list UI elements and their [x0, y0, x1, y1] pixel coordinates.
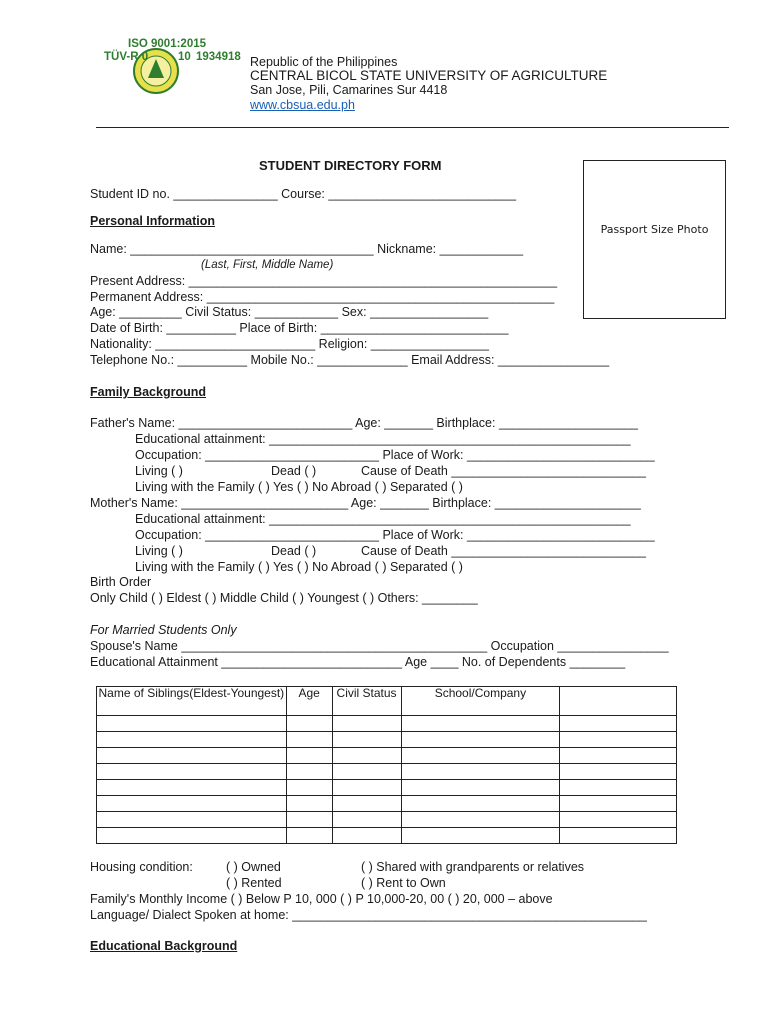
table-cell[interactable] [401, 780, 560, 796]
table-cell[interactable] [332, 716, 401, 732]
passport-photo-box [583, 160, 726, 319]
mother-cause-of-death-line[interactable]: Cause of Death ____________________________ [361, 544, 646, 558]
mother-dead-checkbox[interactable]: Dead ( ) [271, 544, 317, 558]
table-cell[interactable] [97, 812, 287, 828]
header-divider [96, 127, 729, 128]
family-background-heading: Family Background [90, 385, 206, 399]
iso-certification-line1: ISO 9001:2015 [128, 38, 207, 50]
table-cell[interactable] [286, 828, 332, 844]
educational-background-heading: Educational Background [90, 939, 238, 953]
table-row [97, 716, 677, 732]
table-cell[interactable] [332, 748, 401, 764]
student-id-course-line[interactable]: Student ID no. _______________ Course: ___________________________ [90, 187, 517, 201]
married-students-heading: For Married Students Only [90, 623, 237, 637]
table-cell[interactable] [286, 812, 332, 828]
table-cell[interactable] [560, 716, 677, 732]
name-format-hint: (Last, First, Middle Name) [201, 259, 334, 271]
table-cell[interactable] [560, 812, 677, 828]
siblings-name-header: Name of Siblings(Eldest-Youngest) [97, 687, 287, 716]
father-occupation-line[interactable]: Occupation: _________________________ Place of Work: ___________________________ [135, 448, 655, 462]
spouse-education-line[interactable]: Educational Attainment __________________________ Age ____ No. of Dependents ________ [90, 655, 626, 669]
contact-line[interactable]: Telephone No.: __________ Mobile No.: _____________ Email Address: ________________ [90, 353, 610, 367]
permanent-address-line[interactable]: Permanent Address: __________________________________________________ [90, 290, 555, 304]
siblings-extra-header [560, 687, 677, 716]
father-name-line[interactable]: Father's Name: _________________________ Age: _______ Birthplace: ____________________ [90, 416, 638, 430]
mother-name-line[interactable]: Mother's Name: ________________________ Age: _______ Birthplace: _____________________ [90, 496, 641, 510]
table-cell[interactable] [401, 716, 560, 732]
table-row [97, 748, 677, 764]
table-cell[interactable] [286, 748, 332, 764]
birth-order-options[interactable]: Only Child ( ) Eldest ( ) Middle Child ( ) Youngest ( ) Others: ________ [90, 591, 478, 605]
table-cell[interactable] [286, 716, 332, 732]
siblings-table [96, 686, 677, 844]
siblings-age-header: Age [286, 687, 332, 716]
iso-certification-line2: TÜV-R 0 [104, 51, 149, 63]
table-cell[interactable] [401, 732, 560, 748]
table-cell[interactable] [560, 732, 677, 748]
housing-condition-label: Housing condition: [90, 860, 193, 874]
father-living-checkbox[interactable]: Living ( ) [135, 464, 183, 478]
table-cell[interactable] [401, 828, 560, 844]
table-cell[interactable] [332, 828, 401, 844]
language-dialect-line[interactable]: Language/ Dialect Spoken at home: ___________________________________________________ [90, 908, 647, 922]
table-cell[interactable] [286, 732, 332, 748]
table-cell[interactable] [401, 748, 560, 764]
age-civil-sex-line[interactable]: Age: _________ Civil Status: ____________ Sex: _________________ [90, 305, 489, 319]
university-website-link[interactable]: www.cbsua.edu.ph [250, 98, 355, 112]
university-address: San Jose, Pili, Camarines Sur 4418 [250, 83, 448, 97]
table-row [97, 828, 677, 844]
republic-label: Republic of the Philippines [250, 55, 398, 69]
birth-order-label: Birth Order [90, 575, 152, 589]
mother-occupation-line[interactable]: Occupation: _________________________ Place of Work: ___________________________ [135, 528, 655, 542]
table-cell[interactable] [97, 748, 287, 764]
housing-owned-option[interactable]: ( ) Owned [226, 860, 281, 874]
housing-rented-option[interactable]: ( ) Rented [226, 876, 282, 890]
table-cell[interactable] [286, 796, 332, 812]
mother-living-checkbox[interactable]: Living ( ) [135, 544, 183, 558]
table-cell[interactable] [332, 780, 401, 796]
siblings-civil-status-header: Civil Status [332, 687, 401, 716]
birth-line[interactable]: Date of Birth: __________ Place of Birth: ___________________________ [90, 321, 509, 335]
nationality-religion-line[interactable]: Nationality: _______________________ Religion: _________________ [90, 337, 489, 351]
mother-education-line[interactable]: Educational attainment: ____________________________________________________ [135, 512, 631, 526]
table-cell[interactable] [560, 764, 677, 780]
table-row [97, 796, 677, 812]
spouse-name-line[interactable]: Spouse's Name ____________________________________________ Occupation ________________ [90, 639, 669, 653]
table-cell[interactable] [97, 828, 287, 844]
table-cell[interactable] [97, 764, 287, 780]
table-cell[interactable] [97, 732, 287, 748]
table-cell[interactable] [97, 716, 287, 732]
name-line[interactable]: Name: ___________________________________ Nickname: ____________ [90, 242, 524, 256]
monthly-income-line[interactable]: Family's Monthly Income ( ) Below P 10, 000 ( ) P 10,000-20, 00 ( ) 20, 000 – above [90, 892, 553, 906]
father-dead-checkbox[interactable]: Dead ( ) [271, 464, 317, 478]
table-cell[interactable] [560, 780, 677, 796]
table-row [97, 732, 677, 748]
table-row [97, 812, 677, 828]
siblings-school-header: School/Company [401, 687, 560, 716]
housing-rent-to-own-option[interactable]: ( ) Rent to Own [361, 876, 446, 890]
table-cell[interactable] [97, 780, 287, 796]
table-cell[interactable] [97, 796, 287, 812]
table-cell[interactable] [401, 796, 560, 812]
personal-info-heading: Personal Information [90, 214, 216, 228]
mother-living-with-line[interactable]: Living with the Family ( ) Yes ( ) No Abroad ( ) Separated ( ) [135, 560, 463, 574]
father-education-line[interactable]: Educational attainment: ____________________________________________________ [135, 432, 631, 446]
table-row [97, 764, 677, 780]
table-row [97, 780, 677, 796]
table-cell[interactable] [401, 812, 560, 828]
university-name: CENTRAL BICOL STATE UNIVERSITY OF AGRICULTURE [250, 68, 608, 83]
table-cell[interactable] [332, 764, 401, 780]
present-address-line[interactable]: Present Address: _____________________________________________________ [90, 274, 558, 288]
table-cell[interactable] [286, 764, 332, 780]
photo-box-label: Passport Size Photo [600, 223, 709, 236]
table-cell[interactable] [332, 812, 401, 828]
form-title: STUDENT DIRECTORY FORM [259, 158, 442, 173]
housing-shared-option[interactable]: ( ) Shared with grandparents or relatives [361, 860, 585, 874]
siblings-table-header [97, 687, 677, 716]
father-living-with-line[interactable]: Living with the Family ( ) Yes ( ) No Abroad ( ) Separated ( ) [135, 480, 463, 494]
table-cell[interactable] [401, 764, 560, 780]
table-cell[interactable] [332, 796, 401, 812]
iso-certification-line3: 10 [178, 51, 191, 63]
table-cell[interactable] [286, 780, 332, 796]
father-cause-of-death-line[interactable]: Cause of Death ____________________________ [361, 464, 646, 478]
table-cell[interactable] [560, 796, 677, 812]
table-cell[interactable] [332, 732, 401, 748]
table-cell[interactable] [560, 748, 677, 764]
table-cell[interactable] [560, 828, 677, 844]
iso-certification-line4: 1934918 [196, 51, 241, 63]
